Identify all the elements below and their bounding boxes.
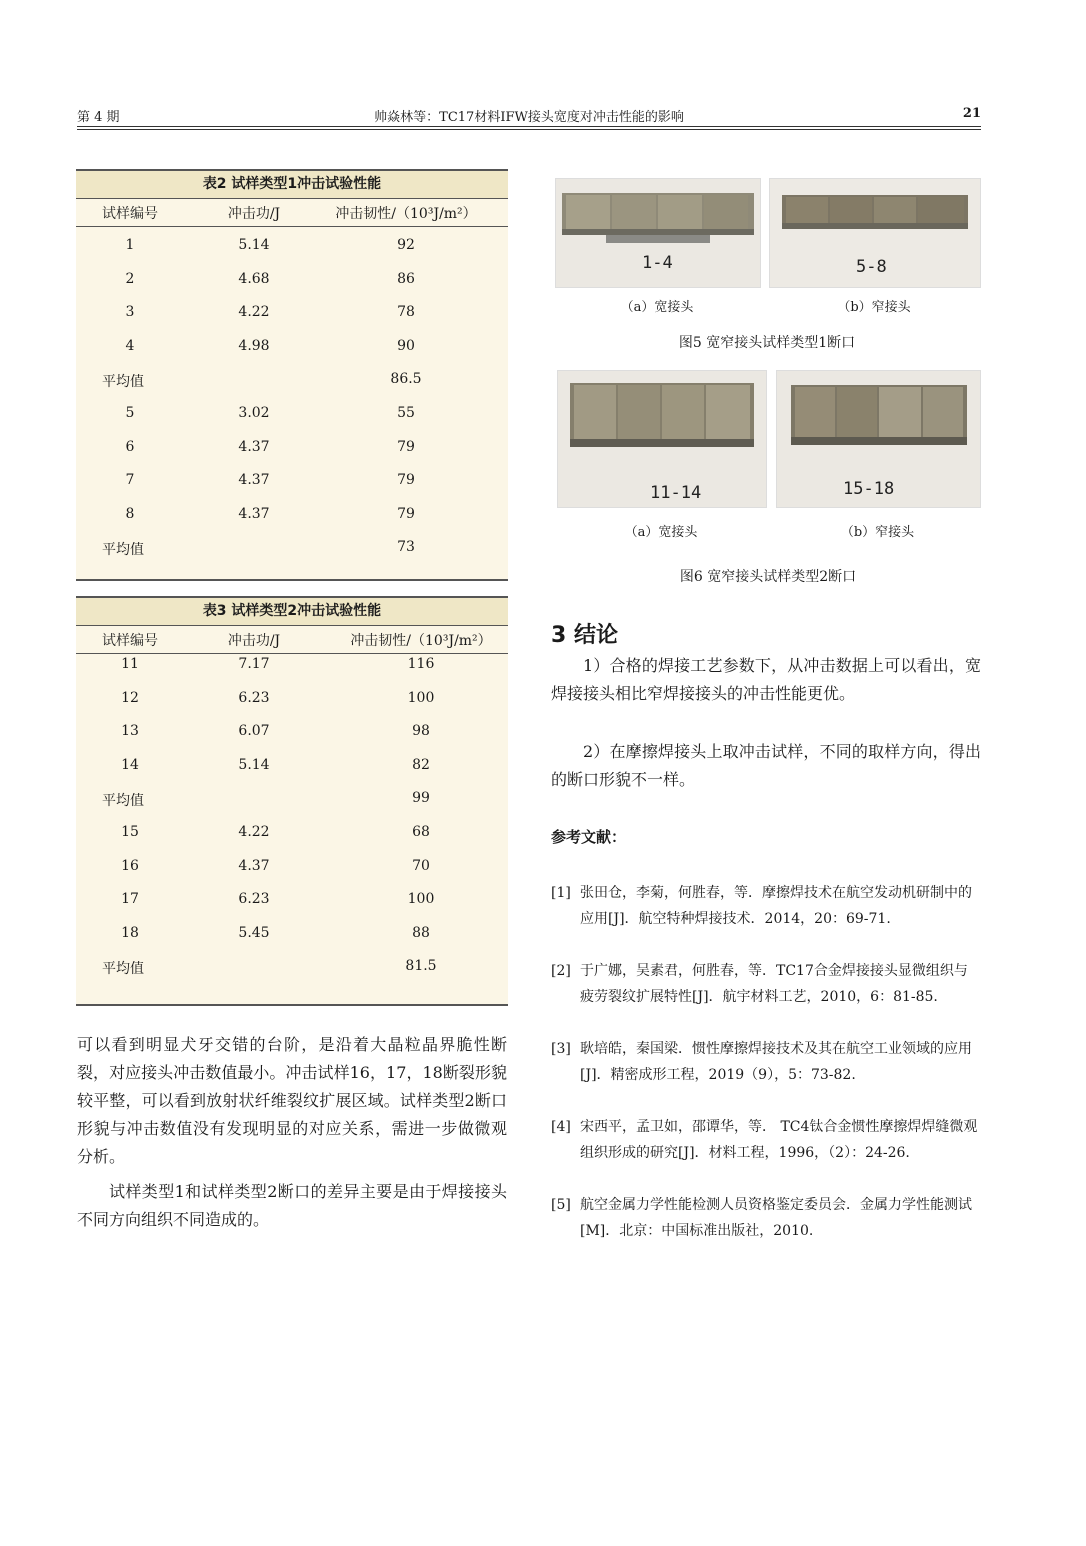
cell-sample-id: 14 <box>121 756 139 773</box>
cell-sample-id: 15 <box>121 823 139 840</box>
table-row <box>76 472 508 506</box>
table-row <box>76 824 508 858</box>
cell-impact-toughness: 78 <box>397 304 415 321</box>
fig5-photo-wide-joint <box>555 178 761 288</box>
table-row <box>76 690 508 724</box>
table-2 <box>76 169 508 581</box>
reference-3 <box>551 1036 981 1088</box>
conclusion-point-1: 1）合格的焊接工艺参数下，从冲击数据上可以看出，宽焊接接头相比窄焊接接头的冲击性能更优。 <box>551 656 981 703</box>
cell-sample-id: 12 <box>121 689 139 706</box>
fig5-subcaption-b: （b）窄接头 <box>837 300 911 315</box>
issue-number: 第 4 期 <box>77 110 120 125</box>
cell-sample-id: 4 <box>125 337 135 354</box>
table-2-header-toughness: 冲击韧性/（10³J/m²） <box>335 206 477 222</box>
cell-sample-id: 18 <box>121 924 139 941</box>
cell-impact-toughness: 86 <box>397 270 415 287</box>
cell-impact-energy: 4.98 <box>238 337 270 354</box>
reference-2-number: [2] <box>551 963 571 979</box>
running-title: 帅焱林等：TC17材料IFW接头宽度对冲击性能的影响 <box>374 110 684 125</box>
cell-impact-toughness: 116 <box>407 656 435 672</box>
fig5-photo-narrow-joint <box>769 178 981 288</box>
fig6-photo-wide-joint <box>557 370 767 508</box>
table-3-header-energy: 冲击功/J <box>227 633 281 649</box>
table-row <box>76 790 508 824</box>
table-row <box>76 656 508 690</box>
references-heading: 参考文献： <box>551 828 627 846</box>
table-row <box>76 237 508 271</box>
cell-impact-energy: 4.37 <box>238 505 270 522</box>
cell-impact-energy: 6.23 <box>238 689 270 706</box>
table-2-header-id: 试样编号 <box>102 206 158 222</box>
conclusion-point-2: 2）在摩擦焊接头上取冲击试样，不同的取样方向，得出的断口形貌不一样。 <box>551 742 981 789</box>
table-row <box>76 757 508 791</box>
left-paragraph-2: 试样类型1和试样类型2断口的差异主要是由于焊接接头不同方向组织不同造成的。 <box>77 1182 507 1229</box>
cell-sample-id: 7 <box>125 472 135 489</box>
reference-5-number: [5] <box>551 1197 571 1213</box>
cell-sample-id: 3 <box>125 304 135 321</box>
table-row <box>76 405 508 439</box>
cell-sample-id: 平均值 <box>102 542 144 559</box>
cell-sample-id: 2 <box>125 270 135 287</box>
cell-sample-id: 6 <box>125 438 135 455</box>
cell-impact-energy: 4.37 <box>238 857 270 874</box>
fig5-photo-a-label: 1-4 <box>642 253 673 273</box>
reference-5-text: 航空金属力学性能检测人员资格鉴定委员会．金属力学性能测试[M]．北京：中国标准出版社，2010. <box>580 1197 972 1239</box>
cell-impact-toughness: 73 <box>397 539 415 556</box>
cell-impact-energy: 4.22 <box>238 823 270 840</box>
table-row <box>76 539 508 573</box>
cell-impact-toughness: 55 <box>397 404 415 421</box>
cell-impact-energy: 6.07 <box>238 723 270 740</box>
table-3-header-toughness: 冲击韧性/（10³J/m²） <box>350 633 492 649</box>
cell-impact-energy: 4.68 <box>238 270 270 287</box>
table-3 <box>76 596 508 1006</box>
cell-impact-energy: 7.17 <box>238 656 270 672</box>
cell-impact-energy: 5.45 <box>238 924 270 941</box>
cell-impact-energy: 4.37 <box>238 438 270 455</box>
cell-impact-toughness: 79 <box>397 505 415 522</box>
fig5-subcaption-a: （a）宽接头 <box>620 300 694 315</box>
table-row <box>76 371 508 405</box>
reference-4-text: 宋西平，孟卫如，邵谭华，等． TC4钛合金惯性摩擦焊焊缝微观组织形成的研究[J]．材料工程，1996，（2）：24-26. <box>580 1119 978 1161</box>
fig6-caption: 图6 宽窄接头试样类型2断口 <box>679 569 857 585</box>
reference-2 <box>551 958 981 1010</box>
table-row <box>76 958 508 992</box>
fig5-photo-b-label: 5-8 <box>856 257 887 277</box>
cell-sample-id: 8 <box>125 505 135 522</box>
table-3-header-id: 试样编号 <box>102 633 158 649</box>
table-row <box>76 338 508 372</box>
reference-1-number: [1] <box>551 885 571 901</box>
cell-impact-energy: 5.14 <box>238 756 270 773</box>
cell-sample-id: 16 <box>121 857 139 874</box>
cell-sample-id: 平均值 <box>102 793 144 810</box>
cell-impact-toughness: 68 <box>412 823 430 840</box>
cell-sample-id: 平均值 <box>102 374 144 391</box>
table-2-caption: 表2 试样类型1冲击试验性能 <box>76 171 508 198</box>
cell-impact-toughness: 86.5 <box>390 371 422 388</box>
page-number: 21 <box>962 106 981 121</box>
cell-impact-toughness: 88 <box>412 924 430 941</box>
cell-impact-toughness: 70 <box>412 857 430 874</box>
reference-3-text: 耿培皓，秦国梁．惯性摩擦焊接技术及其在航空工业领域的应用[J]．精密成形工程，2019（9），5：73-82. <box>580 1041 972 1083</box>
cell-sample-id: 13 <box>121 723 139 740</box>
cell-sample-id: 1 <box>125 237 135 253</box>
table-row <box>76 439 508 473</box>
left-paragraph-1: 可以看到明显犬牙交错的台阶，是沿着大晶粒晶界脆性断裂，对应接头冲击数值最小。冲击试样16，17，18断裂形貌较平整，可以看到放射状纤维裂纹扩展区域。试样类型2断口形貌与冲击数值没有发现明显的对应关系，需进一步做微观分析。 <box>77 1035 507 1166</box>
table-row <box>76 858 508 892</box>
reference-2-text: 于广娜，吴素君，何胜春，等．TC17合金焊接接头显微组织与疲劳裂纹扩展特性[J]．航宇材料工艺，2010，6：81-85. <box>580 963 968 1005</box>
fig6-photo-b-label: 15-18 <box>843 479 895 499</box>
cell-impact-toughness: 79 <box>397 438 415 455</box>
table-row <box>76 304 508 338</box>
cell-impact-toughness: 79 <box>397 472 415 489</box>
cell-impact-toughness: 100 <box>407 891 435 908</box>
cell-impact-toughness: 90 <box>397 337 415 354</box>
cell-sample-id: 11 <box>121 656 139 672</box>
cell-impact-toughness: 98 <box>412 723 430 740</box>
cell-impact-toughness: 81.5 <box>405 958 437 975</box>
reference-4 <box>551 1114 981 1166</box>
cell-impact-toughness: 82 <box>412 756 430 773</box>
cell-impact-energy: 6.23 <box>238 891 270 908</box>
table-row <box>76 723 508 757</box>
table-2-header-energy: 冲击功/J <box>227 206 281 222</box>
fig6-photo-narrow-joint <box>776 370 981 508</box>
cell-impact-energy: 4.22 <box>238 304 270 321</box>
running-header <box>77 104 981 127</box>
fig6-photo-a-label: 11-14 <box>650 483 702 503</box>
table-row <box>76 891 508 925</box>
table-3-caption: 表3 试样类型2冲击试验性能 <box>76 598 508 625</box>
cell-sample-id: 17 <box>121 891 139 908</box>
table-row <box>76 925 508 959</box>
header-rule <box>77 129 981 130</box>
table-3-header <box>76 625 508 654</box>
cell-impact-energy: 5.14 <box>238 237 270 253</box>
conclusion-heading: 3 结论 <box>551 623 618 648</box>
fig5-caption: 图5 宽窄接头试样类型1断口 <box>678 335 856 351</box>
fig6-subcaption-b: （b）窄接头 <box>840 525 915 540</box>
cell-sample-id: 5 <box>125 404 135 421</box>
table-2-header <box>76 198 508 227</box>
cell-impact-toughness: 100 <box>407 689 435 706</box>
table-2-body <box>76 227 508 579</box>
reference-3-number: [3] <box>551 1041 571 1057</box>
reference-5 <box>551 1192 981 1244</box>
reference-1-text: 张田仓，李菊，何胜春，等．摩擦焊技术在航空发动机研制中的应用[J]．航空特种焊接技术．2014，20：69-71. <box>580 885 972 927</box>
table-row <box>76 506 508 540</box>
reference-4-number: [4] <box>551 1119 571 1135</box>
cell-impact-energy: 3.02 <box>238 404 270 421</box>
table-row <box>76 271 508 305</box>
cell-impact-toughness: 92 <box>397 237 415 253</box>
cell-impact-energy: 4.37 <box>238 472 270 489</box>
fig6-subcaption-a: （a）宽接头 <box>624 525 698 540</box>
cell-sample-id: 平均值 <box>102 961 144 978</box>
table-3-body <box>76 654 508 1004</box>
reference-1 <box>551 880 981 932</box>
cell-impact-toughness: 99 <box>412 790 430 807</box>
